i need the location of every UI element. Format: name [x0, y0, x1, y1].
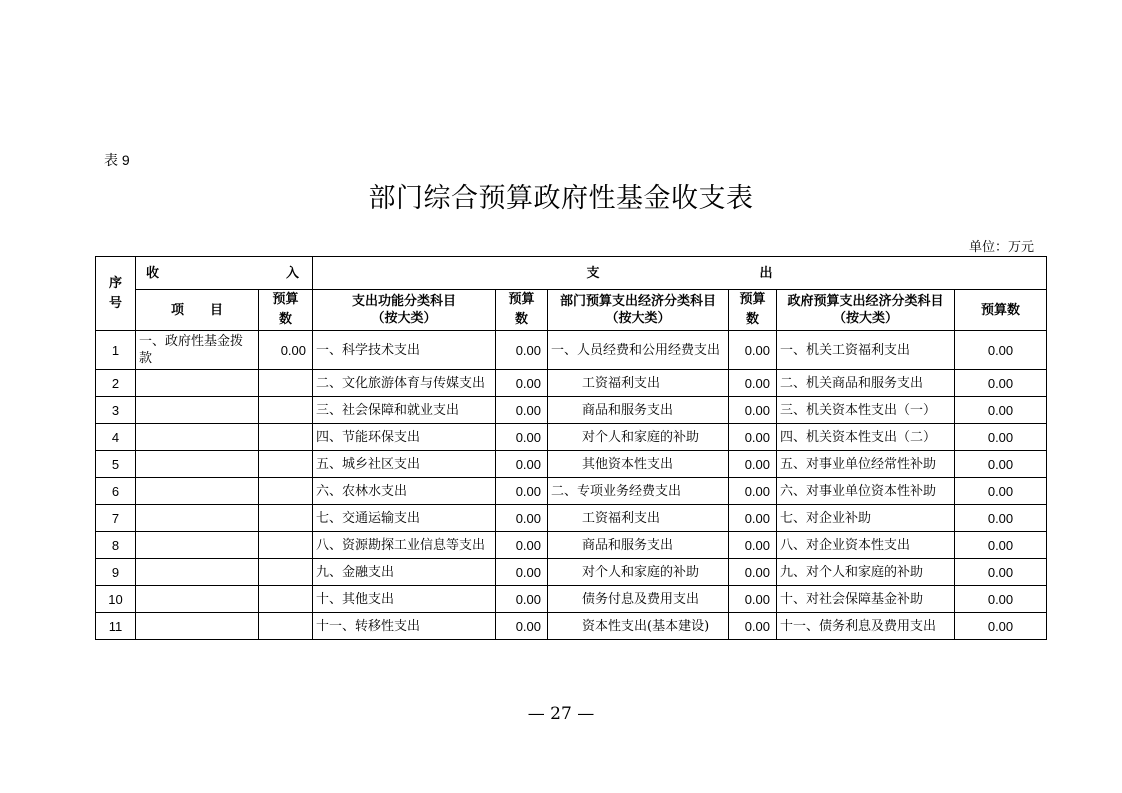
row-seq: 4 [96, 424, 136, 451]
table-row [96, 331, 1047, 370]
row-gov-budget: 0.00 [955, 424, 1047, 451]
table-row [96, 613, 1047, 640]
row-dept-econ: 一、人员经费和公用经费支出 [548, 331, 729, 370]
row-item-budget [259, 451, 313, 478]
table-body [96, 331, 1047, 640]
row-item [136, 397, 259, 424]
header-gov-econ: 政府预算支出经济分类科目 （按大类） [777, 290, 955, 331]
row-seq: 3 [96, 397, 136, 424]
row-dept-budget: 0.00 [729, 370, 777, 397]
row-item-budget [259, 478, 313, 505]
row-func-class: 六、农林水支出 [313, 478, 496, 505]
row-dept-econ: 商品和服务支出 [548, 397, 729, 424]
row-dept-econ: 商品和服务支出 [548, 532, 729, 559]
row-dept-econ: 其他资本性支出 [548, 451, 729, 478]
row-func-budget: 0.00 [496, 559, 548, 586]
row-dept-econ: 二、专项业务经费支出 [548, 478, 729, 505]
row-item: 一、政府性基金拨款 [136, 331, 259, 370]
row-seq: 11 [96, 613, 136, 640]
row-func-class: 七、交通运输支出 [313, 505, 496, 532]
table-row [96, 505, 1047, 532]
row-gov-budget: 0.00 [955, 559, 1047, 586]
row-dept-budget: 0.00 [729, 397, 777, 424]
row-gov-econ: 六、对事业单位资本性补助 [777, 478, 955, 505]
row-gov-budget: 0.00 [955, 370, 1047, 397]
row-func-class: 五、城乡社区支出 [313, 451, 496, 478]
row-item [136, 451, 259, 478]
row-gov-econ: 七、对企业补助 [777, 505, 955, 532]
header-item: 项 目 [136, 290, 259, 331]
row-dept-budget: 0.00 [729, 559, 777, 586]
row-gov-econ: 二、机关商品和服务支出 [777, 370, 955, 397]
row-item-budget [259, 505, 313, 532]
row-item [136, 505, 259, 532]
row-func-budget: 0.00 [496, 424, 548, 451]
row-seq: 7 [96, 505, 136, 532]
row-dept-budget: 0.00 [729, 613, 777, 640]
row-gov-econ: 四、机关资本性支出（二） [777, 424, 955, 451]
table-row [96, 559, 1047, 586]
row-item-budget [259, 397, 313, 424]
row-func-budget: 0.00 [496, 586, 548, 613]
header-row-columns [96, 290, 1047, 331]
row-gov-econ: 三、机关资本性支出（一） [777, 397, 955, 424]
table-row [96, 397, 1047, 424]
row-item-budget [259, 559, 313, 586]
row-dept-econ: 资本性支出(基本建设) [548, 613, 729, 640]
expense-left-char: 支 [586, 265, 600, 281]
header-row-groups [96, 257, 1047, 290]
row-gov-econ: 十、对社会保障基金补助 [777, 586, 955, 613]
page-number: — 27 — [527, 704, 595, 724]
row-gov-budget: 0.00 [955, 331, 1047, 370]
row-dept-econ: 工资福利支出 [548, 370, 729, 397]
header-dept-budget: 预算数 [729, 290, 777, 331]
header-dept-econ: 部门预算支出经济分类科目 （按大类） [548, 290, 729, 331]
row-gov-budget: 0.00 [955, 451, 1047, 478]
table-label: 表 9 [104, 152, 130, 168]
row-gov-budget: 0.00 [955, 532, 1047, 559]
table-row [96, 424, 1047, 451]
row-dept-econ: 对个人和家庭的补助 [548, 559, 729, 586]
row-gov-econ: 八、对企业资本性支出 [777, 532, 955, 559]
row-gov-econ: 十一、债务利息及费用支出 [777, 613, 955, 640]
row-func-budget: 0.00 [496, 397, 548, 424]
row-seq: 1 [96, 331, 136, 370]
header-expense-group [313, 257, 1047, 290]
expense-right-char: 出 [759, 265, 773, 281]
row-seq: 10 [96, 586, 136, 613]
header-func-budget: 预算数 [496, 290, 548, 331]
row-func-class: 三、社会保障和就业支出 [313, 397, 496, 424]
row-item-budget [259, 613, 313, 640]
row-dept-budget: 0.00 [729, 586, 777, 613]
row-seq: 8 [96, 532, 136, 559]
row-func-budget: 0.00 [496, 370, 548, 397]
income-right-char: 入 [285, 265, 299, 281]
row-gov-budget: 0.00 [955, 397, 1047, 424]
row-seq: 5 [96, 451, 136, 478]
row-func-class: 十、其他支出 [313, 586, 496, 613]
row-func-budget: 0.00 [496, 532, 548, 559]
row-gov-econ: 九、对个人和家庭的补助 [777, 559, 955, 586]
row-func-class: 九、金融支出 [313, 559, 496, 586]
row-func-budget: 0.00 [496, 478, 548, 505]
row-dept-budget: 0.00 [729, 424, 777, 451]
row-func-budget: 0.00 [496, 613, 548, 640]
header-func-class: 支出功能分类科目 （按大类） [313, 290, 496, 331]
row-dept-econ: 债务付息及费用支出 [548, 586, 729, 613]
row-func-class: 二、文化旅游体育与传媒支出 [313, 370, 496, 397]
row-item-budget [259, 424, 313, 451]
row-dept-econ: 工资福利支出 [548, 505, 729, 532]
row-gov-econ: 一、机关工资福利支出 [777, 331, 955, 370]
row-gov-budget: 0.00 [955, 613, 1047, 640]
row-item-budget [259, 532, 313, 559]
table-row [96, 451, 1047, 478]
row-gov-budget: 0.00 [955, 505, 1047, 532]
row-seq: 2 [96, 370, 136, 397]
table-row [96, 586, 1047, 613]
row-item [136, 424, 259, 451]
row-item [136, 559, 259, 586]
row-dept-econ: 对个人和家庭的补助 [548, 424, 729, 451]
row-dept-budget: 0.00 [729, 505, 777, 532]
header-gov-budget: 预算数 [955, 290, 1047, 331]
row-dept-budget: 0.00 [729, 331, 777, 370]
row-item [136, 478, 259, 505]
table-row [96, 478, 1047, 505]
row-seq: 9 [96, 559, 136, 586]
table-row [96, 370, 1047, 397]
row-dept-budget: 0.00 [729, 451, 777, 478]
header-seq: 序号 [96, 257, 136, 331]
row-func-budget: 0.00 [496, 505, 548, 532]
unit-label: 单位：万元 [968, 240, 1034, 255]
row-dept-budget: 0.00 [729, 478, 777, 505]
row-item [136, 370, 259, 397]
row-item [136, 586, 259, 613]
row-gov-econ: 五、对事业单位经常性补助 [777, 451, 955, 478]
budget-table [95, 256, 1047, 640]
row-func-budget: 0.00 [496, 331, 548, 370]
row-seq: 6 [96, 478, 136, 505]
row-item-budget [259, 370, 313, 397]
row-dept-budget: 0.00 [729, 532, 777, 559]
row-gov-budget: 0.00 [955, 478, 1047, 505]
row-func-budget: 0.00 [496, 451, 548, 478]
row-gov-budget: 0.00 [955, 586, 1047, 613]
income-left-char: 收 [146, 265, 160, 281]
page-title: 部门综合预算政府性基金收支表 [368, 183, 754, 213]
header-income-group [136, 257, 313, 290]
table-row [96, 532, 1047, 559]
row-func-class: 四、节能环保支出 [313, 424, 496, 451]
row-item [136, 532, 259, 559]
row-func-class: 八、资源勘探工业信息等支出 [313, 532, 496, 559]
row-item [136, 613, 259, 640]
header-item-budget: 预算数 [259, 290, 313, 331]
row-func-class: 一、科学技术支出 [313, 331, 496, 370]
row-item-budget [259, 586, 313, 613]
row-item-budget: 0.00 [259, 331, 313, 370]
row-func-class: 十一、转移性支出 [313, 613, 496, 640]
